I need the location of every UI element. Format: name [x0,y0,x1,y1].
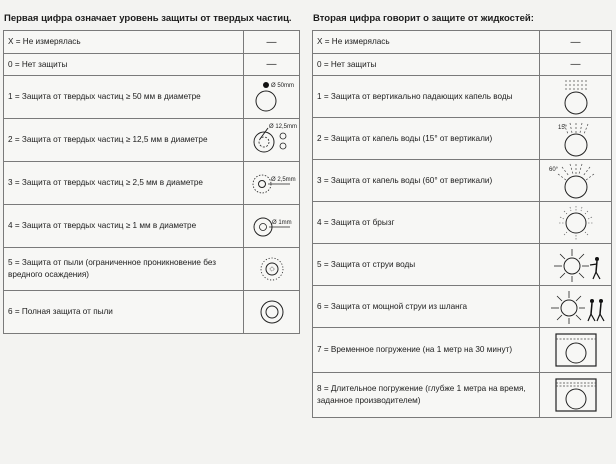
water-jets-icon [546,246,606,284]
icon-label: 15° [557,124,567,131]
row-text: X = Не измерялась [4,31,244,54]
continuous-immersion-icon [546,375,606,415]
dash-icon: — [570,59,581,70]
dust-protected-icon [246,250,298,288]
row-text: 5 = Защита от струи воды [313,244,540,286]
splash-icon [546,204,606,242]
table-row [4,76,300,119]
table-row [313,244,612,286]
dust-tight-icon [246,293,298,331]
table-row [313,118,612,160]
table-row [313,54,612,76]
icon-label: Ø 50mm [270,83,294,89]
table-row [4,54,300,76]
icon-label: Ø 1mm [271,220,292,226]
solid-1mm-icon [246,208,298,244]
row-text: 8 = Длительное погружение (глубже 1 метра на время, заданное производителем) [313,373,540,418]
row-text: 2 = Защита от капель воды (15° от вертикали) [313,118,540,160]
icon-label: 60° [548,166,558,173]
table-row [313,31,612,54]
row-text: 1 = Защита от вертикально падающих капель воды [313,76,540,118]
icon-label: Ø 12,5mm [268,124,297,130]
right-section-title: Вторая цифра говорит о защите от жидкостей: [313,13,534,24]
solid-protection-table [3,30,300,334]
dash-icon: — [266,59,277,70]
row-text: 3 = Защита от твердых частиц ≥ 2,5 мм в диаметре [4,162,244,205]
row-text: 1 = Защита от твердых частиц ≥ 50 мм в диаметре [4,76,244,119]
row-text: 3 = Защита от капель воды (60° от вертикали) [313,160,540,202]
table-row [313,373,612,418]
row-text: 0 = Нет защиты [313,54,540,76]
table-row [313,328,612,373]
table-row [313,202,612,244]
row-text: 6 = Полная защита от пыли [4,291,244,334]
row-text: 5 = Защита от пыли (ограниченное проникновение без вредного осаждения) [4,248,244,291]
dash-icon: — [570,36,581,48]
table-row [4,31,300,54]
row-text: X = Не измерялась [313,31,540,54]
table-row [313,76,612,118]
liquid-protection-table [312,30,612,418]
powerful-jets-icon [545,288,607,326]
table-row [4,248,300,291]
table-row [313,160,612,202]
table-row [4,205,300,248]
row-text: 4 = Защита от брызг [313,202,540,244]
row-text: 2 = Защита от твердых частиц ≥ 12,5 мм в диаметре [4,119,244,162]
solid-2-5mm-icon [246,165,298,201]
table-row [4,291,300,334]
vertical-drops-icon [546,78,606,116]
row-text: 0 = Нет защиты [4,54,244,76]
table-row [4,119,300,162]
spray-60deg-icon [546,162,606,200]
solid-50mm-icon [246,78,298,116]
temporary-immersion-icon [546,330,606,370]
row-text: 4 = Защита от твердых частиц ≥ 1 мм в диаметре [4,205,244,248]
row-text: 6 = Защита от мощной струи из шланга [313,286,540,328]
icon-label: Ø 2,5mm [270,177,296,183]
table-row [4,162,300,205]
row-text: 7 = Временное погружение (на 1 метр на 30 минут) [313,328,540,373]
solid-12-5mm-icon [246,120,298,160]
dash-icon: — [266,36,277,48]
left-section-title: Первая цифра означает уровень защиты от твердых частиц. [4,13,292,24]
table-row [313,286,612,328]
drops-15deg-icon [546,120,606,158]
